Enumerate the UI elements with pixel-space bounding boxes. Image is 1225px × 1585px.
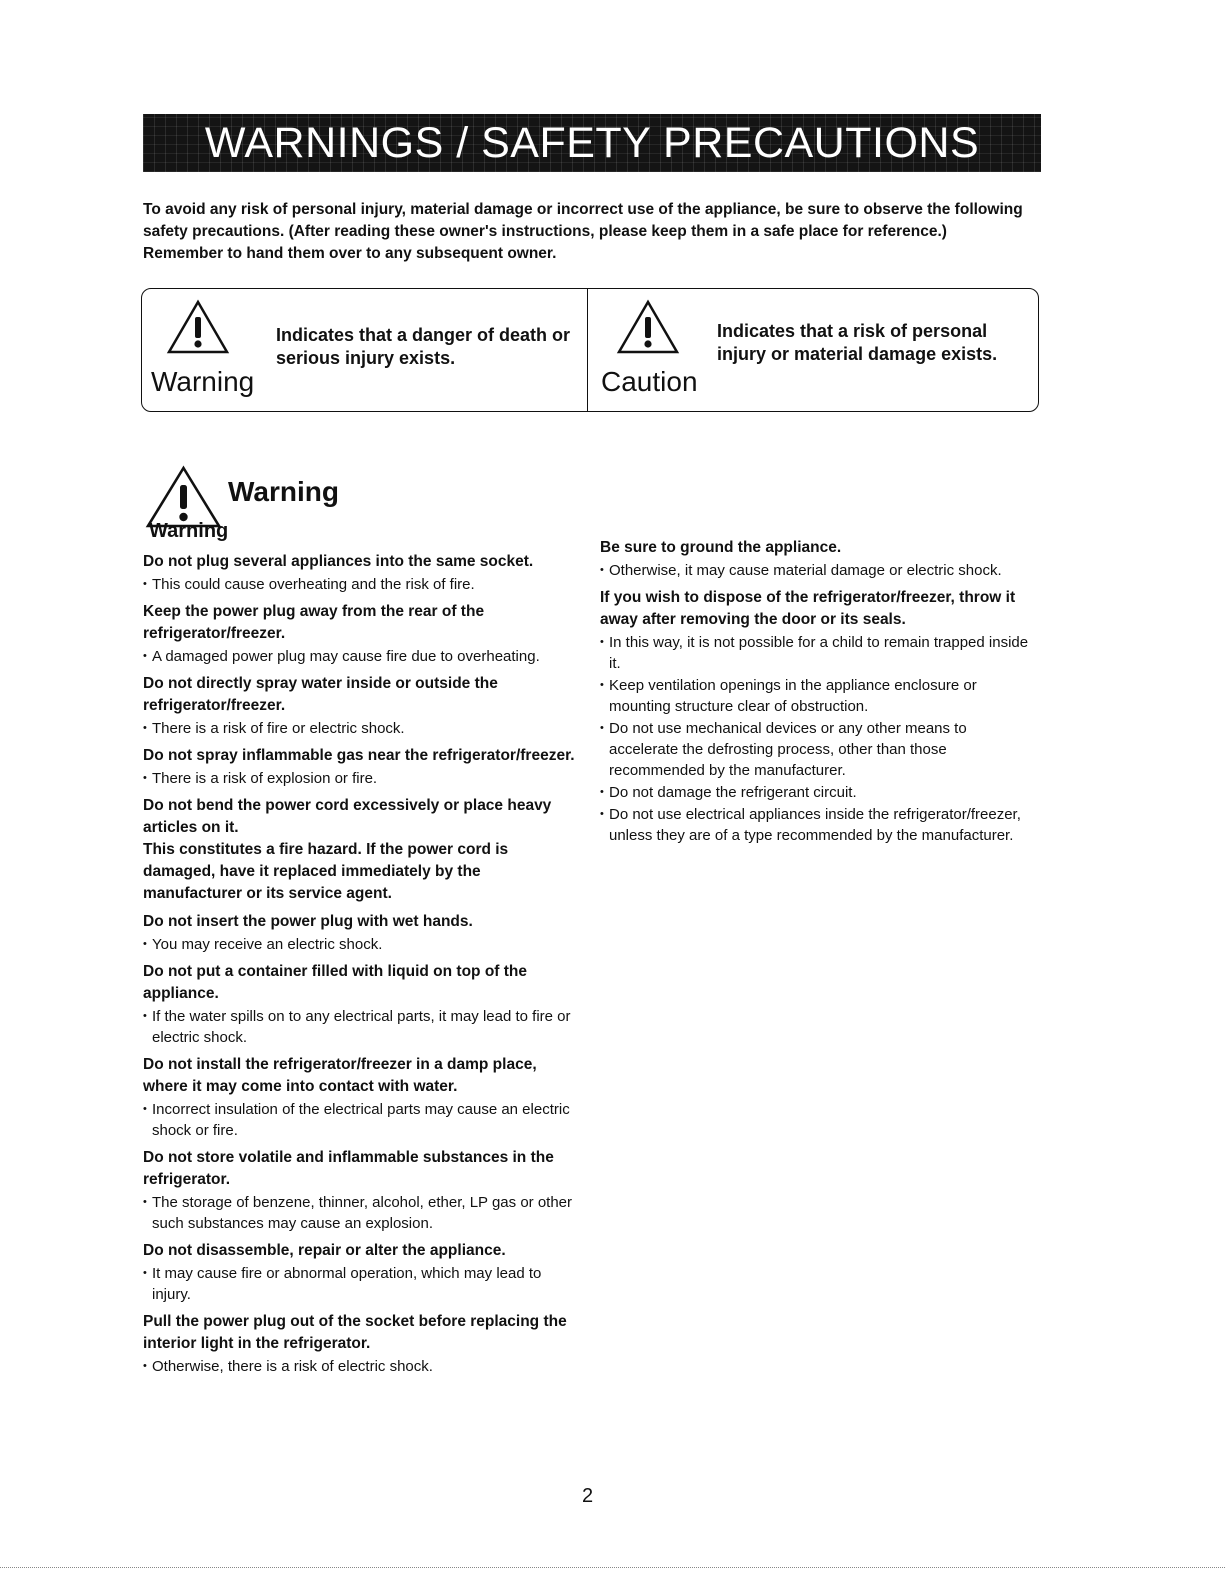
precaution-bullet: • Otherwise, it may cause material damage or electric shock.	[600, 560, 1040, 581]
precaution-item	[143, 601, 583, 667]
legend-divider	[587, 289, 588, 411]
caution-triangle-icon	[616, 299, 680, 355]
precaution-bullet: • Keep ventilation openings in the appliance enclosure or mounting structure clear of obstruction.	[600, 675, 1040, 717]
precaution-title: Do not directly spray water inside or outside the refrigerator/freezer.	[143, 675, 498, 714]
precaution-bullet: • There is a risk of fire or electric shock.	[143, 718, 583, 739]
precaution-item	[143, 1240, 583, 1305]
precaution-bullets	[143, 718, 583, 739]
precaution-item	[143, 745, 583, 789]
precaution-item	[143, 795, 583, 905]
symbol-legend	[141, 288, 1039, 412]
precaution-bullets	[143, 1263, 583, 1305]
title-banner	[143, 114, 1041, 172]
precaution-bullet: • In this way, it is not possible for a child to remain trapped inside it.	[600, 632, 1040, 674]
precaution-bullet: • A damaged power plug may cause fire due to overheating.	[143, 646, 583, 667]
bottom-rule	[0, 1567, 1225, 1568]
precaution-bullet: • Do not damage the refrigerant circuit.	[600, 782, 1040, 803]
legend-caution-label: Caution	[601, 366, 698, 397]
precaution-bullets	[600, 560, 1040, 581]
precaution-bullets	[143, 646, 583, 667]
intro-text: To avoid any risk of personal injury, material damage or incorrect use of the appliance, be sure to observe the following safety precautions. (After reading these owner's instructions, please keep them in a safe place for reference.) Remember to hand them over to any subsequent owner.	[143, 201, 1023, 262]
precaution-title: If you wish to dispose of the refrigerator/freezer, throw it away after removing the door or its seals.	[600, 589, 1016, 628]
precaution-bullet: • Do not use electrical appliances inside the refrigerator/freezer, unless they are of a type recommended by the manufacturer.	[600, 804, 1040, 846]
precaution-note: This constitutes a fire hazard. If the power cord is damaged, have it replaced immediately by the manufacturer or its service agent.	[143, 841, 509, 902]
precaution-bullet: • You may receive an electric shock.	[143, 934, 583, 955]
precaution-bullets	[143, 768, 583, 789]
legend-caution-description: Indicates that a risk of personal injury or material damage exists.	[717, 321, 998, 364]
precaution-item	[143, 961, 583, 1048]
legend-warning-label: Warning	[151, 366, 255, 397]
right-column	[600, 537, 1040, 852]
precaution-bullet: • Do not use mechanical devices or any other means to accelerate the defrosting process, other than those recommended by the manufacturer.	[600, 718, 1040, 781]
precaution-item	[143, 911, 583, 955]
precaution-bullets	[143, 1099, 583, 1141]
precaution-title: Pull the power plug out of the socket before replacing the interior light in the refrigerator.	[143, 1313, 567, 1352]
precaution-bullet: • This could cause overheating and the risk of fire.	[143, 574, 583, 595]
precaution-bullet: • Incorrect insulation of the electrical parts may cause an electric shock or fire.	[143, 1099, 583, 1141]
precaution-bullet: • If the water spills on to any electrical parts, it may lead to fire or electric shock.	[143, 1006, 583, 1048]
precaution-title: Do not plug several appliances into the same socket.	[143, 553, 534, 570]
precaution-bullet: • The storage of benzene, thinner, alcohol, ether, LP gas or other such substances may cause an explosion.	[143, 1192, 583, 1234]
precaution-bullets	[143, 574, 583, 595]
precaution-title: Do not disassemble, repair or alter the appliance.	[143, 1242, 506, 1259]
precaution-bullet: • It may cause fire or abnormal operation, which may lead to injury.	[143, 1263, 583, 1305]
precaution-item	[143, 1054, 583, 1141]
precaution-item	[143, 673, 583, 739]
precaution-item	[600, 537, 1040, 581]
precaution-title: Be sure to ground the appliance.	[600, 539, 842, 556]
warning-triangle-icon	[166, 299, 230, 355]
left-column	[143, 551, 583, 1383]
precaution-bullets	[600, 632, 1040, 846]
precaution-title: Do not install the refrigerator/freezer in a damp place, where it may come into contact with water.	[143, 1056, 537, 1095]
precaution-bullets	[143, 1356, 583, 1377]
precaution-bullets	[143, 934, 583, 955]
precaution-bullet: • There is a risk of explosion or fire.	[143, 768, 583, 789]
precaution-item	[600, 587, 1040, 846]
precaution-title: Do not put a container filled with liquid on top of the appliance.	[143, 963, 528, 1002]
section-heading: Warning	[228, 476, 339, 507]
precaution-bullet: • Otherwise, there is a risk of electric shock.	[143, 1356, 583, 1377]
page-title: WARNINGS / SAFETY PRECAUTIONS	[204, 118, 980, 167]
legend-warning-description: Indicates that a danger of death or serious injury exists.	[276, 325, 571, 368]
precaution-title: Keep the power plug away from the rear of the refrigerator/freezer.	[143, 603, 485, 642]
precaution-bullets	[143, 1192, 583, 1234]
precaution-bullets	[143, 1006, 583, 1048]
precaution-title: Do not store volatile and inflammable substances in the refrigerator.	[143, 1149, 554, 1188]
precaution-title: Do not spray inflammable gas near the refrigerator/freezer.	[143, 747, 575, 764]
precaution-item	[143, 551, 583, 595]
precaution-item	[143, 1311, 583, 1377]
precaution-title: Do not insert the power plug with wet hands.	[143, 913, 473, 930]
precaution-title: Do not bend the power cord excessively or place heavy articles on it.	[143, 797, 552, 836]
section-subheading: Warning	[149, 520, 229, 542]
page-number: 2	[582, 1485, 594, 1507]
precaution-item	[143, 1147, 583, 1234]
